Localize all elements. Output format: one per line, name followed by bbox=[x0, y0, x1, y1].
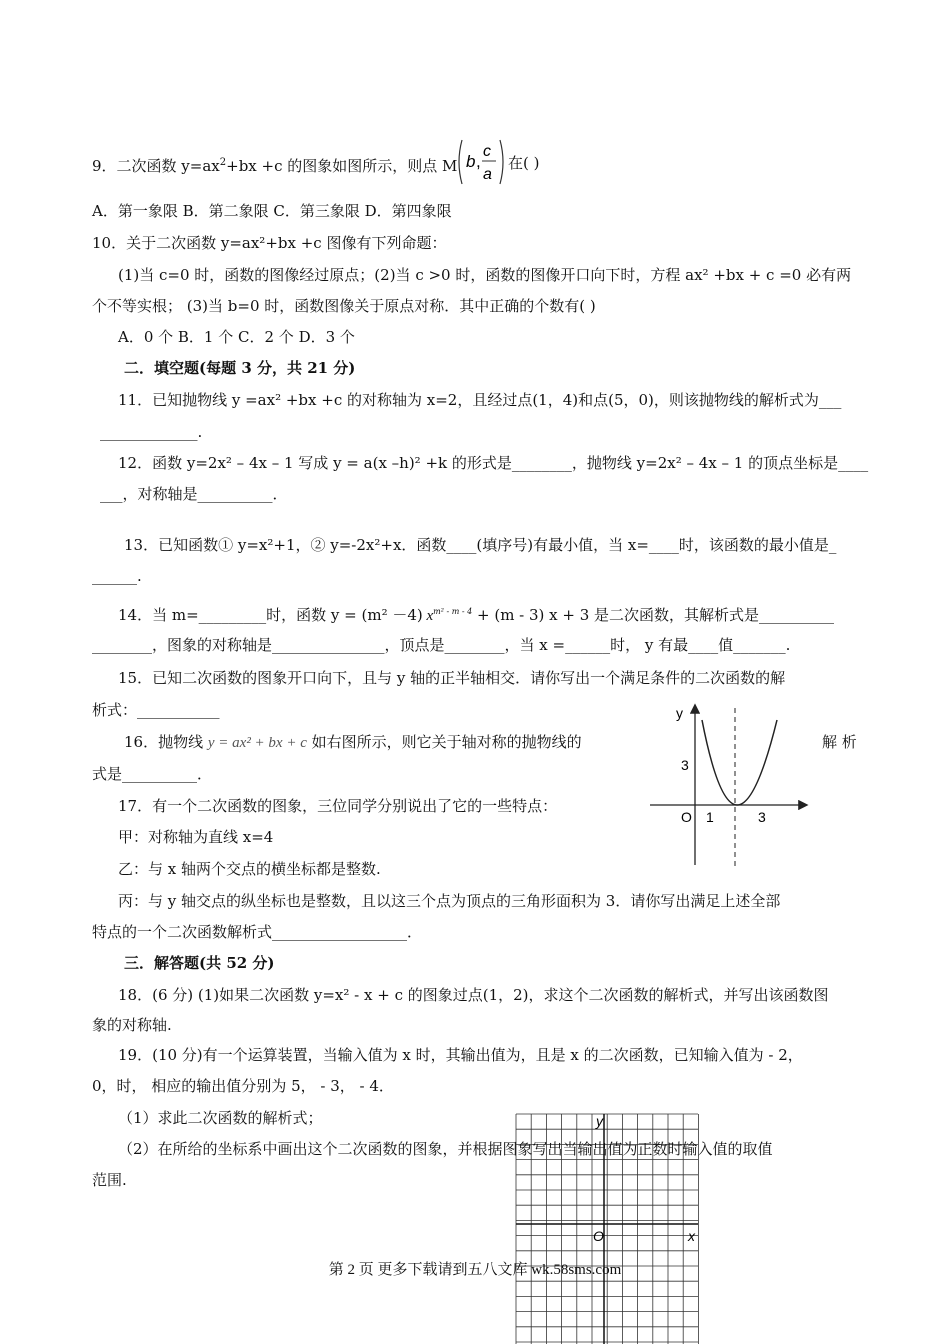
q19-origin: O bbox=[593, 1228, 604, 1244]
q11-line2: _____________. bbox=[100, 423, 203, 441]
q12-line2: ___，对称轴是__________． bbox=[100, 485, 288, 503]
q17-yi: 乙：与 x 轴两个交点的横坐标都是整数. bbox=[118, 860, 381, 878]
svg-text:,: , bbox=[476, 152, 481, 171]
q16-parabola bbox=[702, 720, 777, 805]
q13-line1: 13．已知函数① y=x²+1，② y=-2x²+x．函数____(填序号)有最小值，当 x=____时，该函数的最小值是_ bbox=[124, 536, 837, 554]
q9-tail: 在( ) bbox=[508, 154, 540, 172]
q16-line1c: 解 析 bbox=[822, 733, 857, 751]
q10-line2: 个不等实根； (3)当 b=0 时，函数图像关于原点对称．其中正确的个数有( ) bbox=[92, 297, 596, 315]
q19-sub2b: 范围. bbox=[92, 1171, 127, 1189]
q17-jia: 甲：对称轴为直线 x=4 bbox=[118, 828, 274, 846]
section-2-heading: 二．填空题(每题 3 分，共 21 分) bbox=[124, 359, 356, 377]
q16-x-tick-1: 1 bbox=[706, 809, 714, 825]
q16-parabola-graph bbox=[640, 700, 820, 875]
q19-sub1: （1）求此二次函数的解析式； bbox=[118, 1109, 323, 1127]
q16-y-label: y bbox=[676, 705, 683, 721]
q19-sub2: （2）在所给的坐标系中画出这个二次函数的图象，并根据图象写出当输出值为正数时输入值的取值 bbox=[118, 1140, 773, 1158]
q15-line2: 析式：___________ bbox=[92, 701, 220, 719]
q9-frac-num: c bbox=[483, 143, 491, 160]
q17-line-end: 特点的一个二次函数解析式__________________． bbox=[92, 923, 423, 941]
q13-line2: ______. bbox=[92, 567, 142, 585]
q16-line1: 16．抛物线 y = ax² + bx + c 如右图所示，则它关于轴对称的抛物线的 bbox=[124, 733, 582, 751]
q16-x-tick-3: 3 bbox=[758, 809, 766, 825]
q11-line1: 11．已知抛物线 y =ax² +bx +c 的对称轴为 x=2，且经过点(1，4)和点(5，0)，则该抛物线的解析式为___ bbox=[118, 391, 842, 409]
q9-point-expression bbox=[456, 136, 506, 188]
q19-y-label: y bbox=[596, 1113, 603, 1129]
q14-line2: ________，图象的对称轴是_______________，顶点是________，当 x =______时， y 有最____值_______. bbox=[92, 636, 791, 654]
q10-stem: 10．关于二次函数 y=ax²+bx +c 图像有下列命题： bbox=[92, 234, 447, 252]
q9-stem: 9．二次函数 $y=ax^2+bx +c$ 的图象如图所示，则点 M bbox=[92, 157, 458, 175]
q19-x-label: x bbox=[688, 1228, 695, 1244]
q12-line1: 12．函数 y=2x² – 4x – 1 写成 y = a(x –h)² +k 的形式是________，抛物线 y=2x² – 4x – 1 的顶点坐标是____ bbox=[118, 454, 869, 472]
q15-line1: 15．已知二次函数的图象开口向下，且与 y 轴的正半轴相交．请你写出一个满足条件的二次函数的解 bbox=[118, 669, 786, 687]
q17-bing: 丙：与 y 轴交点的纵坐标也是整数，且以这三个点为顶点的三角形面积为 3．请你写出满足上述全部 bbox=[118, 892, 781, 910]
q9-options: A．第一象限 B．第二象限 C．第三象限 D．第四象限 bbox=[92, 202, 452, 220]
q16-y-tick-3: 3 bbox=[681, 757, 689, 773]
q9-frac-den: a bbox=[483, 166, 492, 183]
q10-line1: (1)当 c=0 时，函数的图像经过原点；(2)当 c >0 时，函数的图像开口向下时，方程 ax² +bx + c =0 必有两 bbox=[118, 266, 852, 284]
q14-line1: 14．当 m=_________时，函数 y = (m² －4) $x^{m^2 - m - 4} + (m - 3) x + 3$ 是二次函数，其解析式是__________ bbox=[118, 606, 835, 624]
q18-line2: 象的对称轴. bbox=[92, 1016, 172, 1034]
q19-line2: 0，时， 相应的输出值分别为 5， - 3， - 4． bbox=[92, 1077, 394, 1095]
q10-options: A．0 个 B．1 个 C．2 个 D．3 个 bbox=[118, 328, 355, 346]
q18-line1: 18．(6 分) (1)如果二次函数 y=x² - x + c 的图象过点(1，2)，求这个二次函数的解析式，并写出该函数图 bbox=[118, 986, 829, 1004]
q19-line1: 19．(10 分)有一个运算装置，当输入值为 x 时，其输出值为，且是 x 的二次函数，已知输入值为 - 2， bbox=[118, 1046, 803, 1064]
q16-line2: 式是__________． bbox=[92, 765, 213, 783]
q17-line1: 17．有一个二次函数的图象，三位同学分别说出了它的一些特点： bbox=[118, 797, 558, 815]
section-3-heading: 三．解答题(共 52 分) bbox=[124, 954, 275, 972]
page-footer: 第 2 页 更多下载请到五八文库 wk.58sms.com bbox=[328, 1262, 622, 1278]
q9-frac-b: b bbox=[466, 152, 476, 171]
q16-origin: O bbox=[681, 809, 692, 825]
